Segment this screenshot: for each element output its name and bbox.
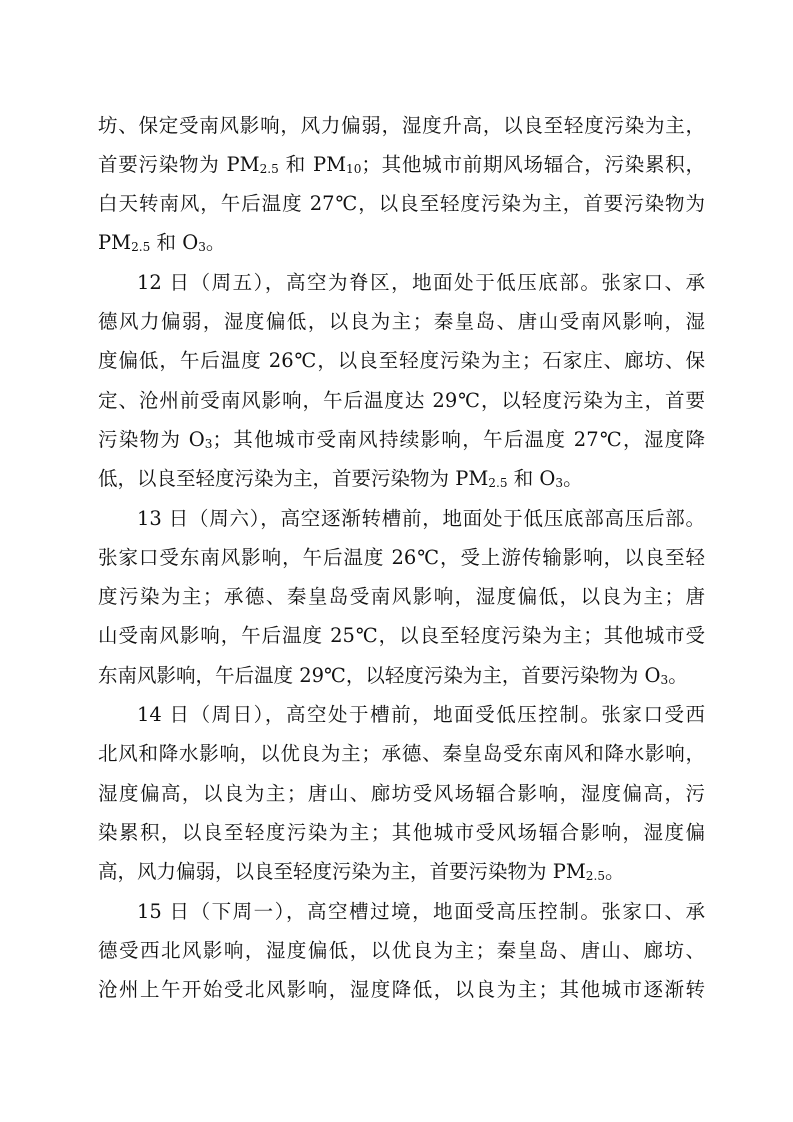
body-text-line: 高，风力偏弱，以良至轻度污染为主，首要污染物为 $PM_{2.5}$。 [98,860,625,883]
body-text-line: 度污染为主；承德、秦皇岛受南风影响，湿度偏低，以良为主；唐 [98,585,705,608]
body-text-line: 度偏低，午后温度 26℃，以良至轻度污染为主；石家庄、廊坊、保 [98,349,705,372]
body-text-line: 山受南风影响，午后温度 25℃，以良至轻度污染为主；其他城市受 [98,624,705,647]
body-text-line: 坊、保定受南风影响，风力偏弱，湿度升高，以良至轻度污染为主， [98,114,705,137]
body-text-line: 沧州上午开始受北风影响，湿度降低，以良为主；其他城市逐渐转 [98,978,705,1001]
body-text-line: 北风和降水影响，以优良为主；承德、秦皇岛受东南风和降水影响， [98,742,705,765]
paragraph-first-line: 14 日（周日），高空处于槽前，地面受低压控制。张家口受西 [137,703,705,726]
body-text-line: $PM_{2.5}$ 和 $O_3$。 [98,231,226,254]
paragraph-first-line: 13 日（周六），高空逐渐转槽前，地面处于低压底部高压后部。 [137,507,705,530]
body-text-line: 定、沧州前受南风影响，午后温度达 29℃，以轻度污染为主，首要 [98,389,705,412]
body-text-line: 张家口受东南风影响，午后温度 26℃，受上游传输影响，以良至轻 [98,546,705,569]
paragraph-first-line: 12 日（周五），高空为脊区，地面处于低压底部。张家口、承 [137,271,705,294]
body-text-line: 污染物为 $O_3$；其他城市受南风持续影响，午后温度 27℃，湿度降 [98,428,706,451]
body-text-line: 白天转南风，午后温度 27℃，以良至轻度污染为主，首要污染物为 [98,192,705,215]
body-text-line: 东南风影响，午后温度 29℃，以轻度污染为主，首要污染物为 $O_3$。 [98,664,688,687]
body-text-line: 首要污染物为 $PM_{2.5}$ 和 $PM_{10}$；其他城市前期风场辐合，污染累积， [98,153,705,176]
body-text-line: 染累积，以良至轻度污染为主；其他城市受风场辐合影响，湿度偏 [98,821,705,844]
body-text-line: 低，以良至轻度污染为主，首要污染物为 $PM_{2.5}$ 和 $O_3$。 [98,467,583,490]
paragraph-first-line: 15 日（下周一），高空槽过境，地面受高压控制。张家口、承 [137,900,705,923]
body-text-line: 德风力偏弱，湿度偏低，以良为主；秦皇岛、唐山受南风影响，湿 [98,310,705,333]
body-text-line: 湿度偏高，以良为主；唐山、廊坊受风场辐合影响，湿度偏高，污 [98,782,705,805]
body-text-line: 德受西北风影响，湿度偏低，以优良为主；秦皇岛、唐山、廊坊、 [98,939,705,962]
